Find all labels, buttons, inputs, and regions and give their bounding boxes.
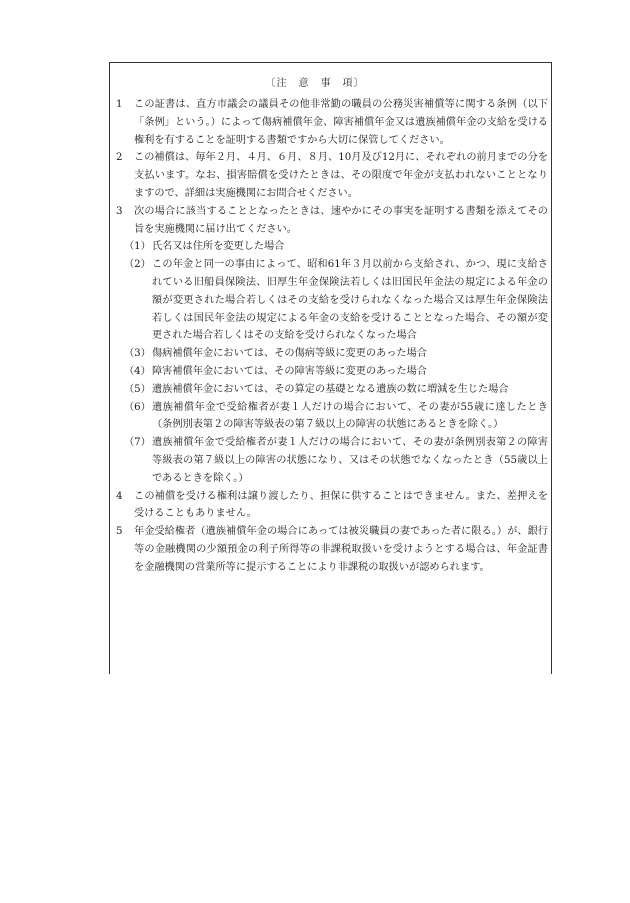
item-text: この証書は、直方市議会の議員その他非常勤の職員の公務災害補償等に関する条例（以下「条例」という。）によって傷病補償年金、障害補償年金又は遺族補償年金の支給を受ける権利を有することを証明する書類ですから大切に保管してください。 <box>134 99 548 146</box>
subitem-number: （3） <box>124 348 151 360</box>
subitem-number: （7） <box>124 437 151 449</box>
notice-subitem-1 <box>116 238 548 256</box>
item-number: 5 <box>116 526 123 538</box>
item-text: この補償は、毎年２月、４月、６月、８月、10月及び12月に、それぞれの前月までの分を支払います。なお、損害賠償を受けたときは、その限度で年金が支払われないこととなりますので、詳細は実施機関にお問合せください。 <box>134 152 548 199</box>
notice-item-1 <box>116 96 548 149</box>
notice-title: 〔注 意 事 項〕 <box>265 78 365 89</box>
subitem-text: 傷病補償年金においては、その傷病等級に変更のあった場合 <box>152 348 427 360</box>
subitem-number: （2） <box>124 259 151 271</box>
notice-item-4 <box>116 488 548 524</box>
subitem-number: （6） <box>124 401 151 413</box>
item-text: 次の場合に該当することとなったときは、速やかにその事実を証明する書類を添えてその旨を実施機関に届け出てください。 <box>134 205 548 235</box>
notice-subitem-6 <box>116 399 548 435</box>
subitem-text: この年金と同一の事由によって、昭和61年３月以前から支給され、かつ、現に支給されている旧船員保険法、旧厚生年金保険法若しくは旧国民年金法の規定による年金の額が変更された場合若しくはその支給を受けられなくなった場合又は厚生年金保険法若しくは国民年金法の規定による年金の支給を受けることとなった場合、その額が変更された場合若しくはその支給を受けられなくなった場合 <box>152 259 548 342</box>
notice-subitem-7 <box>116 434 548 487</box>
notice-item-2 <box>116 149 548 202</box>
item-number: 2 <box>116 152 123 164</box>
notice-item-5 <box>116 523 548 576</box>
subitem-number: （1） <box>124 241 151 253</box>
item-text: 年金受給権者（遺族補償年金の場合にあっては被災職員の妻であった者に限る。）が、銀行等の金融機関の少額預金の利子所得等の非課税取扱いを受けようとする場合は、年金証書を金融機関の営業所等に提示することにより非課税の取扱いが認められます。 <box>134 526 548 573</box>
item-text: この補償を受ける権利は譲り渡したり、担保に供することはできません。また、差押えを受けることもありません。 <box>134 490 548 520</box>
subitem-text: 障害補償年金においては、その障害等級に変更のあった場合 <box>152 365 427 377</box>
notice-subitem-2 <box>116 256 548 345</box>
subitem-text: 遺族補償年金で受給権者が妻１人だけの場合において、その妻が条例別表第２の障害等級表の第７級以上の障害の状態になり、又はその状態でなくなったとき（55歳以上であるときを除く。） <box>152 437 548 484</box>
notice-item-3 <box>116 203 548 239</box>
item-number: 4 <box>116 490 123 502</box>
subitem-text: 遺族補償年金で受給権者が妻１人だけの場合において、その妻が55歳に達したとき（条例別表第２の障害等級表の第７級以上の障害の状態にあるときを除く。） <box>152 401 548 431</box>
subitem-number: （5） <box>124 383 151 395</box>
subitem-text: 遺族補償年金においては、その算定の基礎となる遺族の数に増減を生じた場合 <box>152 383 509 395</box>
notice-subitem-4 <box>116 363 548 381</box>
subitem-number: （4） <box>124 365 151 377</box>
notice-subitem-3 <box>116 345 548 363</box>
subitem-text: 氏名又は住所を変更した場合 <box>152 241 285 253</box>
item-number: 3 <box>116 205 123 217</box>
item-number: 1 <box>116 99 123 110</box>
notice-subitem-5 <box>116 381 548 399</box>
notice-body <box>116 96 548 577</box>
